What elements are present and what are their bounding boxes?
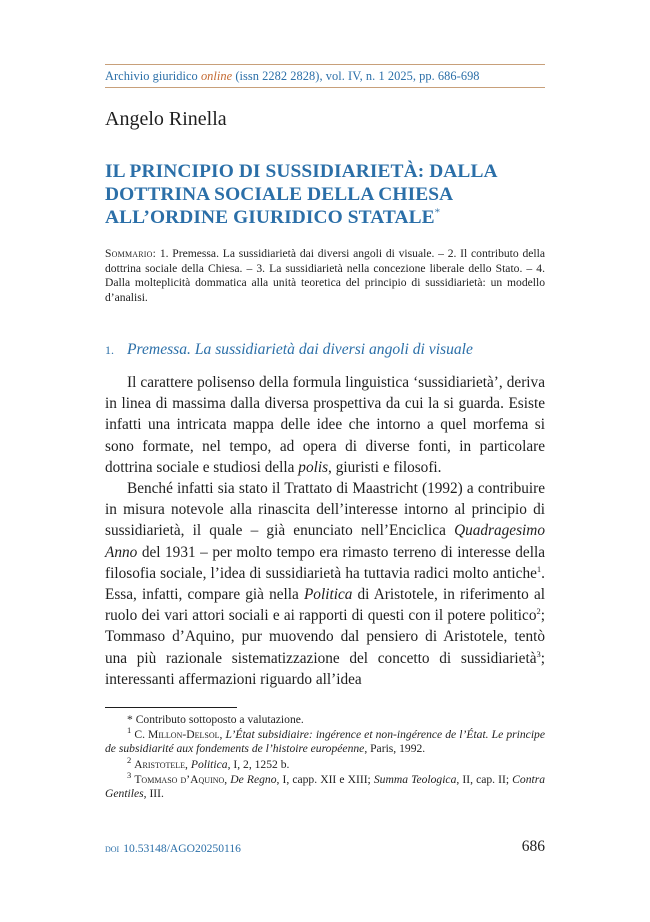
paragraph-2-text-d: di Aristotele, in riferimento al ruolo dei vari attori sociali e ai rapporti di questi con il potere politico [105, 586, 545, 625]
paragraph-1-text-b: , giuristi e filosofi. [328, 458, 442, 476]
title-line-3: ALL’ORDINE GIURIDICO STATALE [105, 207, 435, 228]
footnote-3-title-3: Contra Gentiles [105, 772, 546, 801]
footnote-ref-1[interactable]: 1 [536, 563, 542, 574]
footnote-ref-2[interactable]: 2 [536, 606, 541, 617]
journal-details: (issn 2282 2828), vol. IV, n. 1 2025, pp. 686-698 [235, 69, 480, 83]
footnote-2-title: Politica [190, 757, 228, 771]
footnotes [105, 713, 545, 802]
paragraph-2 [105, 478, 545, 690]
section-heading [105, 341, 545, 359]
paragraph-1-polis: polis [298, 458, 329, 476]
footnote-star-marker: * [127, 713, 133, 726]
paragraph-2-quadragesimo: Quadragesimo Anno [105, 522, 545, 561]
doi-value: 10.53148/AGO20250116 [123, 842, 241, 855]
footnote-1-rest: , Paris, 1992. [364, 742, 426, 756]
footnote-3-title-1: De Regno [230, 772, 277, 786]
paragraph-1-text-a: Il carattere polisenso della formula linguistica ‘sussidiarietà’, deriva in linea di massima dalla diversa prospettiva da cui la si guarda. Esiste infatti una intricata mappa delle idee che intorno a quel morfema si sono formate, nel tempo, ad opera di diverse fonti, in particolare dottrina sociale e studiosi della [105, 374, 545, 476]
summary [105, 247, 545, 305]
footnote-2-author: Aristotele, [134, 757, 188, 771]
footnote-3-end: , III. [143, 787, 164, 801]
footnote-1-title: L’État subsidiaire: ingérence et non-ingérence de l’État. Le principe de subsidiarité aux fondements de l’histoire européenne [105, 728, 545, 756]
footnote-3 [105, 769, 546, 801]
footnote-star [105, 713, 545, 727]
title-line-1: IL PRINCIPIO DI SUSSIDIARIETÀ: DALLA [105, 161, 498, 182]
summary-text: 1. Premessa. La sussidiarietà dai diversi angoli di visuale. – 2. Il contributo della dottrina sociale della Chiesa. – 3. La sussidiarietà nella concezione liberale dello Stato. – 4. Dalla molteplicità dommatica alla unità teoretica del principio di sussidiarietà: un modello d’analisi. [105, 247, 545, 304]
header-rule-bottom [105, 87, 545, 88]
journal-header [105, 69, 545, 84]
footnote-1-marker: 1 [127, 725, 132, 736]
title-line-2: DOTTRINA SOCIALE DELLA CHIESA [105, 184, 454, 205]
footnote-3-mid-1: , I, capp. XII e XIII; [276, 772, 374, 786]
doi-link[interactable] [105, 842, 241, 855]
section-title: Premessa. La sussidiarietà dai diversi angoli di visuale [127, 341, 473, 358]
journal-online: online [200, 69, 233, 83]
footnote-3-author: Tommaso d’Aquino, [134, 772, 228, 786]
paragraph-2-politica: Politica [303, 586, 353, 604]
paragraph-1 [105, 372, 545, 478]
footnote-3-marker: 3 [127, 769, 132, 780]
footnote-rule [105, 707, 237, 708]
paragraph-2-text-a: Benché infatti sia stato il Trattato di Maastricht (1992) a contribuire in misura notevole alla rinascita dell’interesse intorno al principio di sussidiarietà, il quale – già enunciato nell’Enciclica [105, 480, 545, 540]
paragraph-2-text-c: . Essa, infatti, compare già nella [105, 564, 545, 604]
footnote-ref-3[interactable]: 3 [536, 648, 541, 659]
footnote-3-title-2: Summa Teologica [373, 772, 457, 786]
paragraph-2-text-e: ; Tommaso d’Aquino, pur muovendo dal pensiero di Aristotele, tentò una più razionale sistematizzazione del concetto di sussidiarietà [105, 607, 545, 667]
page-number: 686 [521, 838, 545, 855]
header-rule-top [105, 64, 545, 65]
paper-title [105, 160, 545, 229]
footnote-star-text: Contributo sottoposto a valutazione. [135, 713, 304, 726]
doi-label: doi [105, 842, 120, 855]
footnote-1-author: C. Millon-Delsol, [134, 728, 223, 742]
paragraph-2-text-b: del 1931 – per molto tempo era rimasto terreno di interesse della filosofia sociale, l’idea di sussidiarietà ha tuttavia radici molto antiche [105, 543, 545, 582]
section-number: 1. [105, 343, 114, 357]
summary-label: Sommario: [105, 247, 157, 260]
paragraph-2-text-f: ; interessanti affermazioni riguardo all’idea [105, 649, 545, 688]
footnote-2-rest: , I, 2, 1252 b. [227, 757, 290, 771]
body-text [105, 372, 545, 690]
journal-name: Archivio giuridico [105, 69, 198, 83]
footnote-3-mid-2: , II, cap. II; [456, 772, 513, 786]
footnote-2-marker: 2 [127, 754, 132, 765]
footnote-1 [105, 725, 545, 756]
footnote-2 [105, 754, 545, 772]
title-footnote-marker: * [434, 206, 441, 219]
author-name: Angelo Rinella [105, 108, 227, 130]
